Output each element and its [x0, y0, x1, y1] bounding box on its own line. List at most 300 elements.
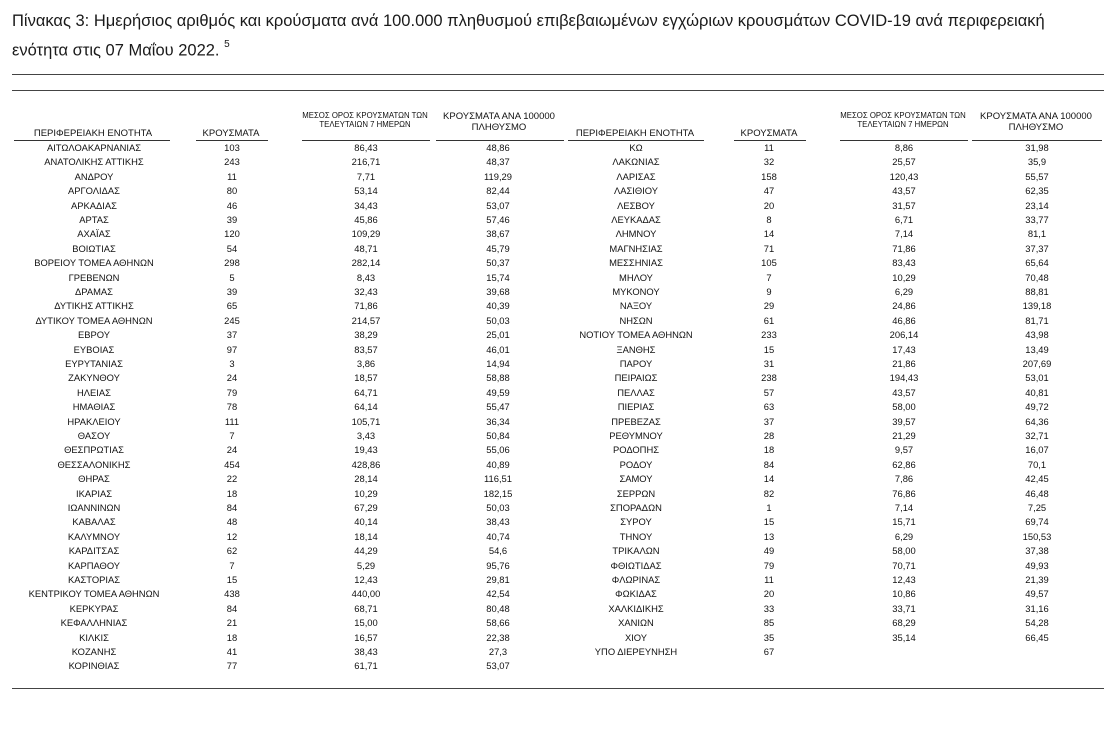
cell-cases-left: 11 [227, 170, 237, 182]
cell-region-left: ΘΕΣΠΡΩΤΙΑΣ [64, 444, 124, 456]
header-top-rule [12, 90, 1104, 91]
cell-avg7-left: 83,57 [354, 343, 378, 355]
cell-cases-right: 7 [766, 271, 772, 283]
table-row [0, 559, 1110, 573]
cell-cases-right: 35 [763, 631, 775, 643]
cell-per100k-right: 150,53 [1022, 530, 1052, 542]
cell-avg7-left: 18,57 [354, 372, 378, 384]
cell-cases-right: 29 [763, 300, 775, 312]
cell-per100k-right: 70,1 [1027, 458, 1047, 470]
header-avg7-right: ΜΕΣΟΣ ΟΡΟΣ ΚΡΟΥΣΜΑΤΩΝ ΤΩΝ ΤΕΛΕΥΤΑΙΩΝ 7 ΗΜΕΡΩΝ [840, 111, 966, 129]
cell-region-right: ΠΡΕΒΕΖΑΣ [611, 415, 661, 427]
cell-region-left: ΔΥΤΙΚΗΣ ΑΤΤΙΚΗΣ [54, 300, 134, 312]
cell-per100k-right: 42,45 [1025, 473, 1049, 485]
cell-region-left: ΚΕΝΤΡΙΚΟΥ ΤΟΜΕΑ ΑΘΗΝΩΝ [28, 588, 160, 600]
cell-region-left: ΔΡΑΜΑΣ [75, 286, 113, 297]
cell-avg7-left: 71,86 [354, 300, 378, 312]
cell-cases-left: 84 [226, 502, 238, 513]
cell-per100k-left: 38,67 [486, 228, 510, 240]
cell-cases-right: 37 [763, 415, 775, 427]
cell-avg7-right: 31,57 [892, 199, 916, 211]
cell-cases-left: 39 [226, 214, 238, 225]
cell-avg7-left: 15,00 [354, 617, 378, 629]
cell-avg7-left: 16,57 [354, 631, 378, 643]
cell-cases-left: 62 [226, 545, 238, 557]
cell-avg7-right: 10,29 [892, 271, 916, 283]
cell-cases-left: 46 [226, 199, 238, 211]
cell-region-left: ΙΚΑΡΙΑΣ [75, 487, 113, 499]
cell-region-left: ΕΒΡΟΥ [77, 329, 110, 341]
cell-cases-left: 65 [226, 300, 238, 312]
cell-cases-right: 11 [764, 142, 774, 153]
cell-per100k-left: 40,39 [486, 300, 510, 312]
cell-region-right: ΜΕΣΣΗΝΙΑΣ [609, 257, 663, 269]
cell-avg7-right: 15,71 [892, 516, 916, 528]
cell-cases-right: 238 [761, 372, 777, 384]
cell-cases-left: 120 [224, 228, 240, 240]
cell-avg7-right: 21,86 [892, 358, 916, 369]
cell-avg7-right: 8,86 [894, 142, 914, 153]
cell-avg7-left: 64,14 [354, 401, 378, 413]
cell-cases-left: 37 [226, 329, 238, 341]
cell-cases-left: 103 [224, 142, 240, 153]
cell-avg7-right: 120,43 [889, 170, 919, 182]
cell-avg7-right: 6,29 [894, 530, 914, 542]
cell-per100k-left: 27,3 [488, 646, 508, 657]
cell-region-right: ΛΑΚΩΝΙΑΣ [612, 156, 660, 168]
cell-avg7-right: 58,00 [892, 545, 916, 557]
table-row [0, 184, 1110, 198]
cell-region-right: ΦΘΙΩΤΙΔΑΣ [610, 559, 662, 571]
cell-region-left: ΑΡΤΑΣ [79, 214, 109, 225]
cell-cases-right: 15 [763, 343, 775, 355]
table-row [0, 357, 1110, 371]
cell-per100k-right: 62,35 [1025, 185, 1049, 197]
cell-region-right: ΣΠΟΡΑΔΩΝ [610, 502, 662, 513]
cell-per100k-right: 32,71 [1025, 430, 1049, 441]
cell-per100k-left: 45,79 [486, 242, 510, 254]
cell-cases-left: 54 [226, 242, 238, 254]
cell-avg7-left: 428,86 [351, 458, 381, 470]
cell-avg7-left: 64,71 [354, 386, 378, 398]
cell-per100k-left: 50,03 [486, 502, 510, 513]
table-row [0, 314, 1110, 328]
cell-per100k-left: 58,66 [486, 617, 510, 629]
cell-cases-left: 15 [226, 574, 238, 585]
cell-region-right: ΠΕΛΛΑΣ [617, 386, 655, 398]
cell-per100k-left: 95,76 [486, 559, 510, 571]
cell-per100k-right: 7,25 [1027, 502, 1047, 513]
table-row [0, 631, 1110, 645]
cell-region-right: ΧΑΝΙΩΝ [618, 617, 654, 629]
cell-cases-right: 9 [766, 286, 772, 297]
cell-region-right: ΤΡΙΚΑΛΩΝ [612, 545, 660, 557]
bottom-rule [12, 688, 1104, 689]
cell-cases-right: 84 [763, 458, 775, 470]
cell-avg7-right: 43,57 [892, 185, 916, 197]
cell-cases-right: 1 [766, 502, 772, 513]
cell-avg7-left: 67,29 [354, 502, 378, 513]
cell-avg7-right: 25,57 [892, 156, 916, 168]
cell-region-left: ΕΥΡΥΤΑΝΙΑΣ [65, 358, 123, 369]
cell-per100k-left: 38,43 [486, 516, 510, 528]
table-row [0, 501, 1110, 515]
cell-region-left: ΑΙΤΩΛΟΑΚΑΡΝΑΝΙΑΣ [46, 142, 142, 153]
cell-cases-right: 33 [763, 602, 775, 614]
cell-per100k-left: 50,84 [486, 430, 510, 441]
cell-avg7-right: 7,14 [894, 502, 914, 513]
header-cases-right: ΚΡΟΥΣΜΑΤΑ [740, 128, 798, 139]
cell-per100k-left: 22,38 [486, 631, 510, 643]
cell-region-right: ΠΕΙΡΑΙΩΣ [614, 372, 658, 384]
cell-per100k-right: 37,38 [1025, 545, 1049, 557]
cell-region-right: ΛΕΣΒΟΥ [617, 199, 655, 211]
table-row [0, 199, 1110, 213]
cell-region-right: ΡΟΔΟΠΗΣ [612, 444, 660, 456]
cell-avg7-left: 5,29 [356, 559, 376, 571]
cell-cases-right: 18 [763, 444, 775, 456]
cell-avg7-left: 282,14 [351, 257, 381, 269]
table-row [0, 271, 1110, 285]
cell-cases-right: 11 [764, 574, 774, 585]
cell-avg7-right: 194,43 [889, 372, 919, 384]
cell-region-right: ΧΑΛΚΙΔΙΚΗΣ [608, 602, 664, 614]
cell-region-left: ΕΥΒΟΙΑΣ [73, 343, 115, 355]
cell-per100k-left: 55,06 [486, 444, 510, 456]
cell-per100k-left: 40,74 [486, 530, 510, 542]
cell-region-right: ΛΑΡΙΣΑΣ [616, 170, 656, 182]
cell-per100k-right: 81,1 [1027, 228, 1047, 240]
cell-per100k-left: 29,81 [486, 574, 510, 585]
table-row [0, 472, 1110, 486]
cell-per100k-left: 50,03 [486, 314, 510, 326]
table-row [0, 285, 1110, 299]
cell-per100k-right: 49,57 [1025, 588, 1049, 600]
cell-avg7-left: 32,43 [354, 286, 378, 297]
cell-avg7-right: 7,86 [894, 473, 914, 485]
cell-per100k-right: 49,72 [1025, 401, 1049, 413]
table-row [0, 299, 1110, 313]
cell-cases-right: 67 [763, 646, 775, 657]
cell-avg7-left: 3,43 [356, 430, 376, 441]
table-caption [12, 9, 1102, 64]
cell-region-left: ΔΥΤΙΚΟΥ ΤΟΜΕΑ ΑΘΗΝΩΝ [35, 314, 153, 326]
cell-cases-right: 20 [763, 588, 775, 600]
table-row [0, 487, 1110, 501]
table-row [0, 141, 1110, 155]
cell-avg7-left: 38,43 [354, 646, 378, 657]
cell-per100k-right: 81,71 [1025, 314, 1049, 326]
cell-region-left: ΚΙΛΚΙΣ [79, 631, 109, 643]
cell-avg7-left: 109,29 [351, 228, 381, 240]
cell-cases-right: 28 [763, 430, 775, 441]
cell-per100k-right: 55,57 [1025, 170, 1049, 182]
cell-avg7-left: 19,43 [354, 444, 378, 456]
table-row [0, 458, 1110, 472]
cell-per100k-left: 54,6 [488, 545, 508, 557]
cell-cases-left: 80 [226, 185, 238, 197]
cell-region-left: ΘΕΣΣΑΛΟΝΙΚΗΣ [57, 458, 131, 470]
header-per100k-right: ΚΡΟΥΣΜΑΤΑ ΑΝΑ 100000 ΠΛΗΘΥΣΜΟ [980, 111, 1092, 133]
cell-avg7-right: 68,29 [892, 617, 916, 629]
cell-cases-left: 438 [224, 588, 240, 600]
cell-avg7-right: 43,57 [892, 386, 916, 398]
cell-avg7-right: 83,43 [892, 257, 916, 269]
cell-per100k-right: 54,28 [1025, 617, 1049, 629]
table-row [0, 415, 1110, 429]
cell-cases-right: 49 [763, 545, 775, 557]
cell-avg7-right: 6,29 [894, 286, 914, 297]
cell-region-right: ΣΑΜΟΥ [619, 473, 653, 485]
cell-avg7-right: 17,43 [892, 343, 916, 355]
cell-per100k-left: 82,44 [486, 185, 510, 197]
cell-per100k-left: 15,74 [486, 271, 510, 283]
table-row [0, 213, 1110, 227]
cell-cases-right: 57 [763, 386, 775, 398]
table-row [0, 515, 1110, 529]
cell-region-left: ΒΟΙΩΤΙΑΣ [72, 242, 116, 254]
table-row [0, 170, 1110, 184]
cell-cases-left: 7 [229, 559, 235, 571]
cell-region-right: ΞΑΝΘΗΣ [616, 343, 656, 355]
cell-region-left: ΚΑΒΑΛΑΣ [72, 516, 116, 528]
cell-avg7-left: 40,14 [354, 516, 378, 528]
cell-cases-right: 233 [761, 329, 777, 341]
cell-cases-left: 48 [226, 516, 238, 528]
cell-avg7-left: 8,43 [356, 271, 376, 283]
cell-avg7-right: 39,57 [892, 415, 916, 427]
cell-cases-right: 31 [763, 358, 775, 369]
cell-region-left: ΚΑΡΔΙΤΣΑΣ [68, 545, 120, 557]
cell-region-left: ΚΕΡΚΥΡΑΣ [69, 602, 119, 614]
table-row [0, 256, 1110, 270]
cell-per100k-left: 53,07 [486, 660, 510, 672]
cell-region-left: ΚΟΖΑΝΗΣ [71, 646, 117, 657]
cell-region-right: ΜΗΛΟΥ [619, 271, 653, 283]
cell-avg7-right: 33,71 [892, 602, 916, 614]
cell-avg7-right: 46,86 [892, 314, 916, 326]
cell-region-right: ΡΟΔΟΥ [619, 458, 653, 470]
cell-avg7-left: 7,71 [356, 170, 376, 182]
cell-region-right: ΜΑΓΝΗΣΙΑΣ [609, 242, 663, 254]
cell-cases-left: 18 [226, 487, 238, 499]
cell-per100k-right: 16,07 [1025, 444, 1049, 456]
cell-cases-left: 5 [229, 271, 235, 283]
top-rule [12, 74, 1104, 75]
table-row [0, 587, 1110, 601]
cell-avg7-left: 440,00 [351, 588, 381, 600]
cell-avg7-left: 105,71 [351, 415, 381, 427]
cell-region-right: ΦΩΚΙΔΑΣ [615, 588, 657, 600]
cell-cases-left: 84 [226, 602, 238, 614]
caption-text: Πίνακας 3: Ημερήσιος αριθμός και κρούσματα ανά 100.000 πληθυσμού επιβεβαιωμένων εγχώριων κρουσμάτων COVID-19 ανά περιφερειακή ενότητα στις 07 Μαΐου 2022. [12, 12, 1045, 60]
cell-cases-right: 61 [763, 314, 775, 326]
cell-avg7-right: 10,86 [892, 588, 916, 600]
cell-avg7-right: 71,86 [892, 242, 916, 254]
cell-region-left: ΓΡΕΒΕΝΩΝ [68, 271, 120, 283]
table-row [0, 573, 1110, 587]
cell-cases-left: 24 [226, 444, 238, 456]
cell-cases-left: 97 [226, 343, 238, 355]
table-row [0, 400, 1110, 414]
cell-avg7-right: 6,71 [894, 214, 914, 225]
cell-cases-right: 47 [763, 185, 775, 197]
cell-region-right: ΠΑΡΟΥ [619, 358, 653, 369]
cell-cases-right: 14 [763, 228, 775, 240]
cell-per100k-left: 53,07 [486, 199, 510, 211]
cell-region-right: ΤΗΝΟΥ [619, 530, 653, 542]
cell-cases-left: 454 [224, 458, 240, 470]
cell-per100k-right: 53,01 [1025, 372, 1049, 384]
header-per100k-left: ΚΡΟΥΣΜΑΤΑ ΑΝΑ 100000 ΠΛΗΘΥΣΜΟ [443, 111, 555, 133]
cell-per100k-right: 23,14 [1025, 199, 1049, 211]
table-row [0, 328, 1110, 342]
cell-avg7-right: 70,71 [892, 559, 916, 571]
table-row [0, 602, 1110, 616]
cell-cases-right: 13 [763, 530, 775, 542]
cell-region-left: ΚΟΡΙΝΘΙΑΣ [68, 660, 120, 672]
cell-cases-left: 78 [226, 401, 238, 413]
cell-cases-left: 77 [226, 660, 238, 672]
cell-cases-right: 15 [763, 516, 775, 528]
table-row [0, 645, 1110, 659]
cell-per100k-right: 207,69 [1022, 358, 1052, 369]
cell-avg7-right: 76,86 [892, 487, 916, 499]
cell-avg7-right: 35,14 [892, 631, 916, 643]
cell-cases-right: 79 [763, 559, 775, 571]
cell-cases-right: 8 [766, 214, 772, 225]
cell-region-right: ΥΠΟ ΔΙΕΡΕΥΝΗΣΗ [594, 646, 678, 657]
cell-cases-left: 18 [226, 631, 238, 643]
cell-avg7-left: 38,29 [354, 329, 378, 341]
cell-region-right: ΠΙΕΡΙΑΣ [617, 401, 655, 413]
cell-per100k-right: 88,81 [1025, 286, 1049, 297]
header-avg7-left: ΜΕΣΟΣ ΟΡΟΣ ΚΡΟΥΣΜΑΤΩΝ ΤΩΝ ΤΕΛΕΥΤΑΙΩΝ 7 ΗΜΕΡΩΝ [302, 111, 428, 129]
cell-per100k-left: 119,29 [484, 170, 512, 182]
cell-avg7-right: 7,14 [894, 228, 914, 240]
table-row [0, 544, 1110, 558]
cell-avg7-right: 12,43 [892, 574, 916, 585]
cell-avg7-left: 44,29 [354, 545, 378, 557]
cell-cases-left: 79 [226, 386, 238, 398]
cell-avg7-left: 53,14 [354, 185, 378, 197]
cell-avg7-left: 216,71 [351, 156, 381, 168]
cell-per100k-left: 49,59 [486, 386, 510, 398]
cell-region-left: ΚΑΡΠΑΘΟΥ [67, 559, 121, 571]
cell-per100k-right: 66,45 [1025, 631, 1049, 643]
cell-per100k-right: 31,16 [1025, 602, 1049, 614]
cell-per100k-right: 21,39 [1025, 574, 1049, 585]
header-region-right: ΠΕΡΙΦΕΡΕΙΑΚΗ ΕΝΟΤΗΤΑ [575, 128, 695, 139]
cell-avg7-left: 34,43 [354, 199, 378, 211]
cell-per100k-left: 48,86 [486, 142, 510, 153]
cell-avg7-left: 3,86 [356, 358, 376, 369]
cell-region-right: ΣΥΡΟΥ [620, 516, 652, 528]
cell-cases-left: 7 [229, 430, 235, 441]
table-row [0, 443, 1110, 457]
table-row [0, 343, 1110, 357]
cell-region-right: ΚΩ [629, 142, 643, 153]
cell-region-left: ΗΛΕΙΑΣ [77, 386, 111, 398]
cell-per100k-right: 33,77 [1025, 214, 1049, 225]
cell-per100k-left: 36,34 [486, 415, 510, 427]
cell-per100k-right: 40,81 [1025, 386, 1049, 398]
table-row [0, 242, 1110, 256]
cell-cases-right: 63 [763, 401, 775, 413]
cell-region-right: ΝΗΣΩΝ [619, 314, 653, 326]
cell-region-left: ΑΡΓΟΛΙΔΑΣ [68, 185, 120, 197]
cell-region-left: ΑΡΚΑΔΙΑΣ [71, 199, 117, 211]
cell-region-right: ΝΑΞΟΥ [619, 300, 653, 312]
table-row [0, 429, 1110, 443]
cell-region-left: ΖΑΚΥΝΘΟΥ [68, 372, 120, 384]
cell-region-right: ΛΕΥΚΑΔΑΣ [611, 214, 661, 225]
cell-avg7-right: 21,29 [892, 430, 916, 441]
cell-cases-right: 32 [763, 156, 775, 168]
table-row [0, 659, 1110, 673]
cell-per100k-left: 116,51 [484, 473, 512, 485]
cell-cases-right: 105 [761, 257, 777, 269]
cell-per100k-left: 46,01 [486, 343, 510, 355]
cell-per100k-left: 48,37 [486, 156, 510, 168]
cell-region-left: ΗΜΑΘΙΑΣ [72, 401, 116, 413]
cell-per100k-left: 55,47 [486, 401, 510, 413]
cell-avg7-right: 9,57 [894, 444, 914, 456]
cell-per100k-left: 182,15 [483, 487, 513, 499]
cell-per100k-left: 57,46 [486, 214, 510, 225]
cell-cases-left: 39 [226, 286, 238, 297]
cell-cases-left: 298 [224, 257, 240, 269]
cell-per100k-right: 37,37 [1025, 242, 1049, 254]
cell-region-right: ΡΕΘΥΜΝΟΥ [609, 430, 663, 441]
caption-footnote-marker: 5 [224, 39, 230, 50]
cell-region-left: ΒΟΡΕΙΟΥ ΤΟΜΕΑ ΑΘΗΝΩΝ [34, 257, 154, 269]
cell-region-right: ΣΕΡΡΩΝ [616, 487, 656, 499]
cell-per100k-right: 70,48 [1025, 271, 1049, 283]
cell-cases-left: 24 [226, 372, 238, 384]
cell-per100k-left: 25,01 [486, 329, 510, 341]
cell-per100k-left: 14,94 [486, 358, 510, 369]
table-row [0, 386, 1110, 400]
cell-region-left: ΙΩΑΝΝΙΝΩΝ [67, 502, 121, 513]
cell-per100k-right: 69,74 [1025, 516, 1049, 528]
table-row [0, 371, 1110, 385]
cell-per100k-left: 39,68 [486, 286, 510, 297]
cell-cases-right: 71 [763, 242, 775, 254]
table-row [0, 227, 1110, 241]
cell-avg7-left: 28,14 [354, 473, 378, 485]
cell-region-left: ΚΑΛΥΜΝΟΥ [67, 530, 121, 542]
cell-per100k-left: 50,37 [486, 257, 510, 269]
cell-cases-left: 21 [226, 617, 238, 629]
table-row [0, 616, 1110, 630]
cell-avg7-right: 206,14 [889, 329, 919, 341]
cell-region-left: ΚΑΣΤΟΡΙΑΣ [67, 574, 121, 585]
cell-region-left: ΑΝΔΡΟΥ [74, 170, 114, 182]
cell-per100k-left: 40,89 [486, 458, 510, 470]
cell-region-right: ΦΛΩΡΙΝΑΣ [611, 574, 661, 585]
cell-region-left: ΘΗΡΑΣ [78, 473, 110, 485]
cell-per100k-right: 49,93 [1025, 559, 1049, 571]
cell-avg7-right: 62,86 [892, 458, 916, 470]
cell-region-right: ΧΙΟΥ [624, 631, 648, 643]
cell-cases-right: 20 [763, 199, 775, 211]
cell-cases-left: 12 [226, 530, 238, 542]
cell-region-left: ΑΝΑΤΟΛΙΚΗΣ ΑΤΤΙΚΗΣ [44, 156, 144, 168]
cell-avg7-left: 61,71 [354, 660, 378, 672]
cell-avg7-left: 45,86 [354, 214, 378, 225]
cell-region-right: ΜΥΚΟΝΟΥ [612, 286, 660, 297]
